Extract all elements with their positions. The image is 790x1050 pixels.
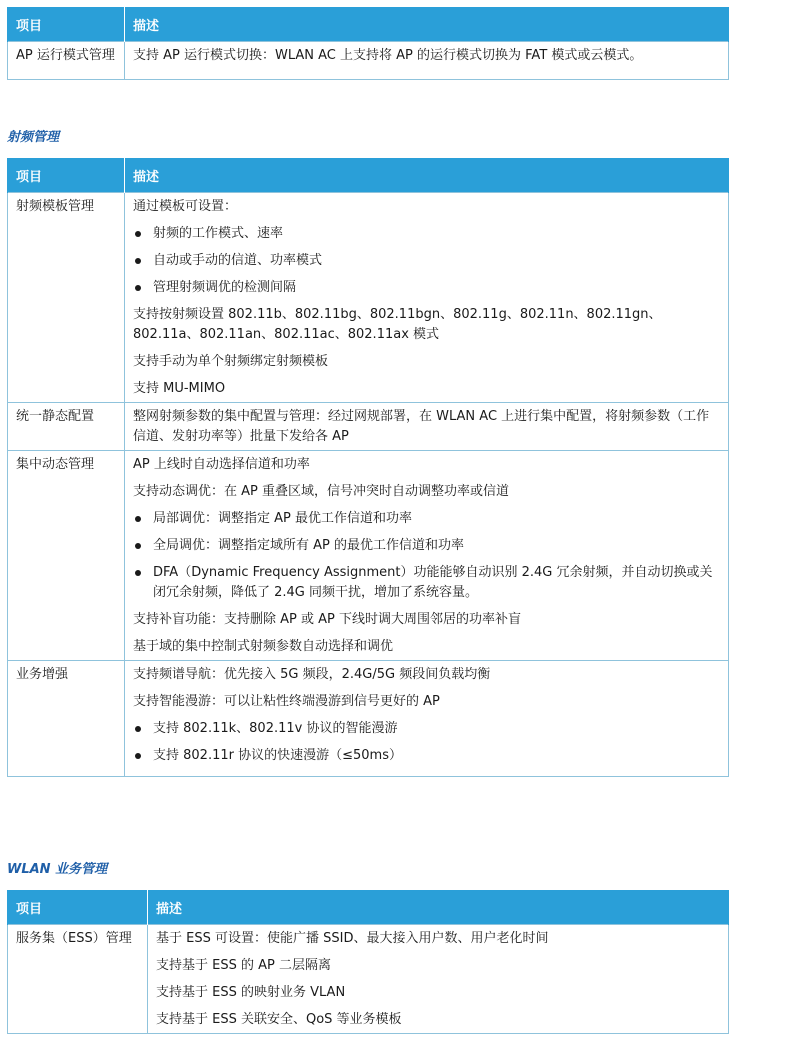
row-item: 服务集（ESS）管理 bbox=[8, 925, 148, 1034]
bullet-list bbox=[133, 509, 720, 603]
table-header-row bbox=[8, 7, 729, 42]
desc-line: 支持按射频设置 802.11b、802.11bg、802.11bgn、802.11g、802.11n、802.11gn、802.11a、802.11an、802.11ac、802.11ax 模式 bbox=[133, 307, 662, 342]
table-row bbox=[8, 925, 729, 1034]
row-description bbox=[148, 925, 729, 1034]
list-item: 支持 802.11r 协议的快速漫游（≤50ms） bbox=[133, 746, 720, 766]
desc-line: 支持 MU-MIMO bbox=[133, 381, 226, 396]
row-item: 统一静态配置 bbox=[8, 403, 125, 451]
list-item: 局部调优：调整指定 AP 最优工作信道和功率 bbox=[133, 509, 720, 529]
table-row bbox=[8, 661, 729, 777]
bullet-list bbox=[133, 224, 720, 298]
desc-line: 支持基于 ESS 的 AP 二层隔离 bbox=[156, 958, 331, 973]
header-description: 描述 bbox=[125, 7, 729, 42]
table-row bbox=[8, 403, 729, 451]
table-header-row bbox=[8, 890, 729, 925]
desc-line: 整网射频参数的集中配置与管理：经过网规部署，在 WLAN AC 上进行集中配置，将射频参数（工作信道、发射功率等）批量下发给各 AP bbox=[133, 409, 710, 444]
row-item: 业务增强 bbox=[8, 661, 125, 777]
desc-line: 基于 ESS 可设置：使能广播 SSID、最大接入用户数、用户老化时间 bbox=[156, 931, 549, 946]
desc-line: 支持动态调优：在 AP 重叠区域，信号冲突时自动调整功率或信道 bbox=[133, 484, 509, 499]
table-row bbox=[8, 451, 729, 661]
desc-line: 通过模板可设置： bbox=[133, 199, 238, 214]
desc-line: 支持基于 ESS 关联安全、QoS 等业务模板 bbox=[156, 1012, 402, 1027]
desc-line: 支持智能漫游：可以让粘性终端漫游到信号更好的 AP bbox=[133, 694, 440, 709]
row-item: AP 运行模式管理 bbox=[8, 42, 125, 80]
row-description bbox=[125, 403, 729, 451]
wlan-service-table bbox=[7, 890, 729, 1034]
ap-mode-table bbox=[7, 7, 729, 80]
desc-line: 基于域的集中控制式射频参数自动选择和调优 bbox=[133, 639, 394, 654]
table-header-row bbox=[8, 158, 729, 193]
list-item: 支持 802.11k、802.11v 协议的智能漫游 bbox=[133, 719, 720, 739]
header-item: 项目 bbox=[8, 890, 148, 925]
desc-line: 支持频谱导航：优先接入 5G 频段，2.4G/5G 频段间负载均衡 bbox=[133, 667, 491, 682]
row-description bbox=[125, 451, 729, 661]
desc-line: AP 上线时自动选择信道和功率 bbox=[133, 457, 310, 472]
row-description bbox=[125, 193, 729, 403]
list-item: 自动或手动的信道、功率模式 bbox=[133, 251, 720, 271]
desc-line: 支持基于 ESS 的映射业务 VLAN bbox=[156, 985, 346, 1000]
desc-line: 支持手动为单个射频绑定射频模板 bbox=[133, 354, 329, 369]
radio-management-table bbox=[7, 158, 729, 777]
section-title-wlan: WLAN 业务管理 bbox=[7, 862, 108, 877]
header-description: 描述 bbox=[125, 158, 729, 193]
header-item: 项目 bbox=[8, 7, 125, 42]
row-description bbox=[125, 661, 729, 777]
list-item: 射频的工作模式、速率 bbox=[133, 224, 720, 244]
row-description bbox=[125, 42, 729, 80]
section-title-radio: 射频管理 bbox=[7, 130, 60, 145]
desc-line: 支持补盲功能：支持删除 AP 或 AP 下线时调大周围邻居的功率补盲 bbox=[133, 612, 521, 627]
list-item: DFA（Dynamic Frequency Assignment）功能能够自动识别 2.4G 冗余射频，并自动切换或关闭冗余射频，降低了 2.4G 同频干扰，增加了系统容量。 bbox=[133, 563, 720, 603]
bullet-list bbox=[133, 719, 720, 766]
desc-line: 支持 AP 运行模式切换：WLAN AC 上支持将 AP 的运行模式切换为 FAT 模式或云模式。 bbox=[133, 48, 643, 63]
table-row bbox=[8, 193, 729, 403]
table-row bbox=[8, 42, 729, 80]
row-item: 射频模板管理 bbox=[8, 193, 125, 403]
header-description: 描述 bbox=[148, 890, 729, 925]
header-item: 项目 bbox=[8, 158, 125, 193]
list-item: 管理射频调优的检测间隔 bbox=[133, 278, 720, 298]
row-item: 集中动态管理 bbox=[8, 451, 125, 661]
list-item: 全局调优：调整指定域所有 AP 的最优工作信道和功率 bbox=[133, 536, 720, 556]
